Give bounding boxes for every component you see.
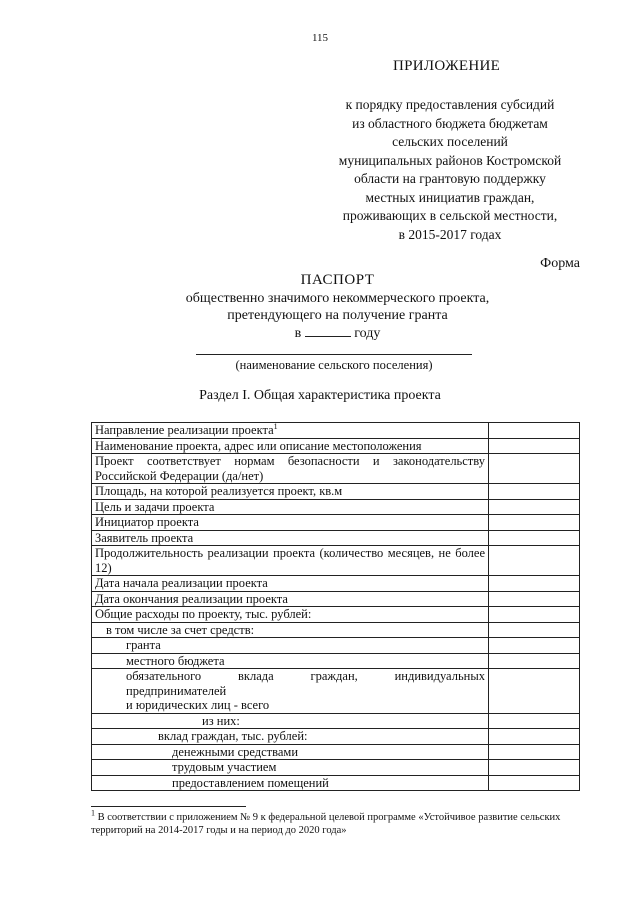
appendix-line: проживающих в сельской местности, [342,208,558,223]
passport-subtitle-line2: претендующего на получение гранта [227,308,448,323]
year-prefix: в [294,326,302,341]
footnote-text: В соответствии с приложением № 9 к федеральной целевой программе «Устойчивое развитие сельских территорий на 2014-2017 годы и на период до 2020 года» [91,812,561,836]
appendix-line: области на грантовую поддержку [354,171,546,186]
row-label: Дата начала реализации проекта [92,576,489,592]
table-row [92,669,580,714]
table-row [92,454,580,484]
row-label: Продолжительность реализации проекта (количество месяцев, не более 12) [92,546,489,576]
form-label: Форма [540,256,580,271]
row-value-cell[interactable] [489,576,580,592]
settlement-caption: (наименование сельского поселения) [235,358,433,372]
table-row [92,607,580,623]
row-label: предоставлением помещений [92,775,489,791]
row-value-cell[interactable] [489,729,580,745]
project-characteristics-table [91,422,580,791]
row-label: Направление реализации проекта$^1$ [92,423,489,439]
row-label: трудовым участием [92,760,489,776]
row-value-cell[interactable] [489,607,580,623]
row-value-cell[interactable] [489,760,580,776]
row-value-cell[interactable] [489,515,580,531]
table-row [92,775,580,791]
appendix-line: из областного бюджета бюджетам [352,115,548,131]
footnote [91,808,586,837]
table-row [92,576,580,592]
row-label-part: и юридических лиц - всего [126,698,270,712]
appendix-line: сельских поселений [392,134,508,149]
row-value-cell[interactable] [489,744,580,760]
row-label: местного бюджета [92,653,489,669]
table-row [92,438,580,454]
passport-subtitle-line1: общественно значимого некоммерческого проекта, [185,291,490,306]
row-value-cell[interactable] [489,454,580,484]
row-label: из них: [92,713,489,729]
table-row [92,622,580,638]
row-value-cell[interactable] [489,546,580,576]
appendix-title: ПРИЛОЖЕНИЕ [393,58,501,74]
passport-heading [90,272,585,342]
passport-year-line [90,324,585,342]
row-value-cell[interactable] [489,638,580,654]
footnote-separator [91,806,246,807]
row-value-cell[interactable] [489,530,580,546]
table-row [92,638,580,654]
table-row [92,546,580,576]
row-value-cell[interactable] [489,499,580,515]
table-row [92,515,580,531]
appendix-line: местных инициатив граждан, [365,189,535,205]
table-row [92,713,580,729]
footnote-ref: 1 [273,421,278,431]
row-value-cell[interactable] [489,622,580,638]
row-label: Общие расходы по проекту, тыс. рублей: [92,607,489,623]
row-label: Цель и задачи проекта [92,499,489,515]
page-number: 115 [311,32,329,44]
table-row [92,423,580,439]
row-value-cell[interactable] [489,713,580,729]
row-label-part: обязательного вклада граждан, индивидуальных предпринимателей [126,669,485,698]
row-value-cell[interactable] [489,775,580,791]
table-row [92,530,580,546]
settlement-name-line[interactable] [196,354,472,355]
row-label: Площадь, на которой реализуется проект, кв.м [92,484,489,500]
table-row [92,499,580,515]
row-label: Проект соответствует нормам безопасности и законодательству Российской Федерации (да/нет) [92,454,489,484]
row-value-cell[interactable] [489,653,580,669]
row-label: в том числе за счет средств: [92,622,489,638]
row-value-cell[interactable] [489,591,580,607]
passport-title: ПАСПОРТ [300,272,375,288]
row-label: Наименование проекта, адрес или описание местоположения [92,438,489,454]
row-value-cell[interactable] [489,669,580,714]
appendix-description [300,96,600,244]
footnote-marker: 1 [91,808,95,818]
appendix-line: в 2015-2017 годах [398,226,502,242]
row-label: денежными средствами [92,744,489,760]
table-row [92,653,580,669]
year-suffix: году [354,326,381,341]
table-row [92,729,580,745]
row-label: Инициатор проекта [92,515,489,531]
section-title: Раздел I. Общая характеристика проекта [199,388,441,403]
table-row [92,591,580,607]
row-label: Дата окончания реализации проекта [92,591,489,607]
row-label: Заявитель проекта [92,530,489,546]
table-row [92,484,580,500]
row-label [92,669,489,714]
row-value-cell[interactable] [489,438,580,454]
year-blank[interactable] [305,324,351,337]
row-value-cell[interactable] [489,423,580,439]
row-label: вклад граждан, тыс. рублей: [92,729,489,745]
row-label: гранта [92,638,489,654]
table-row [92,760,580,776]
appendix-line: муниципальных районов Костромской [338,152,562,168]
appendix-line: к порядку предоставления субсидий [345,97,555,112]
table-row [92,744,580,760]
row-value-cell[interactable] [489,484,580,500]
